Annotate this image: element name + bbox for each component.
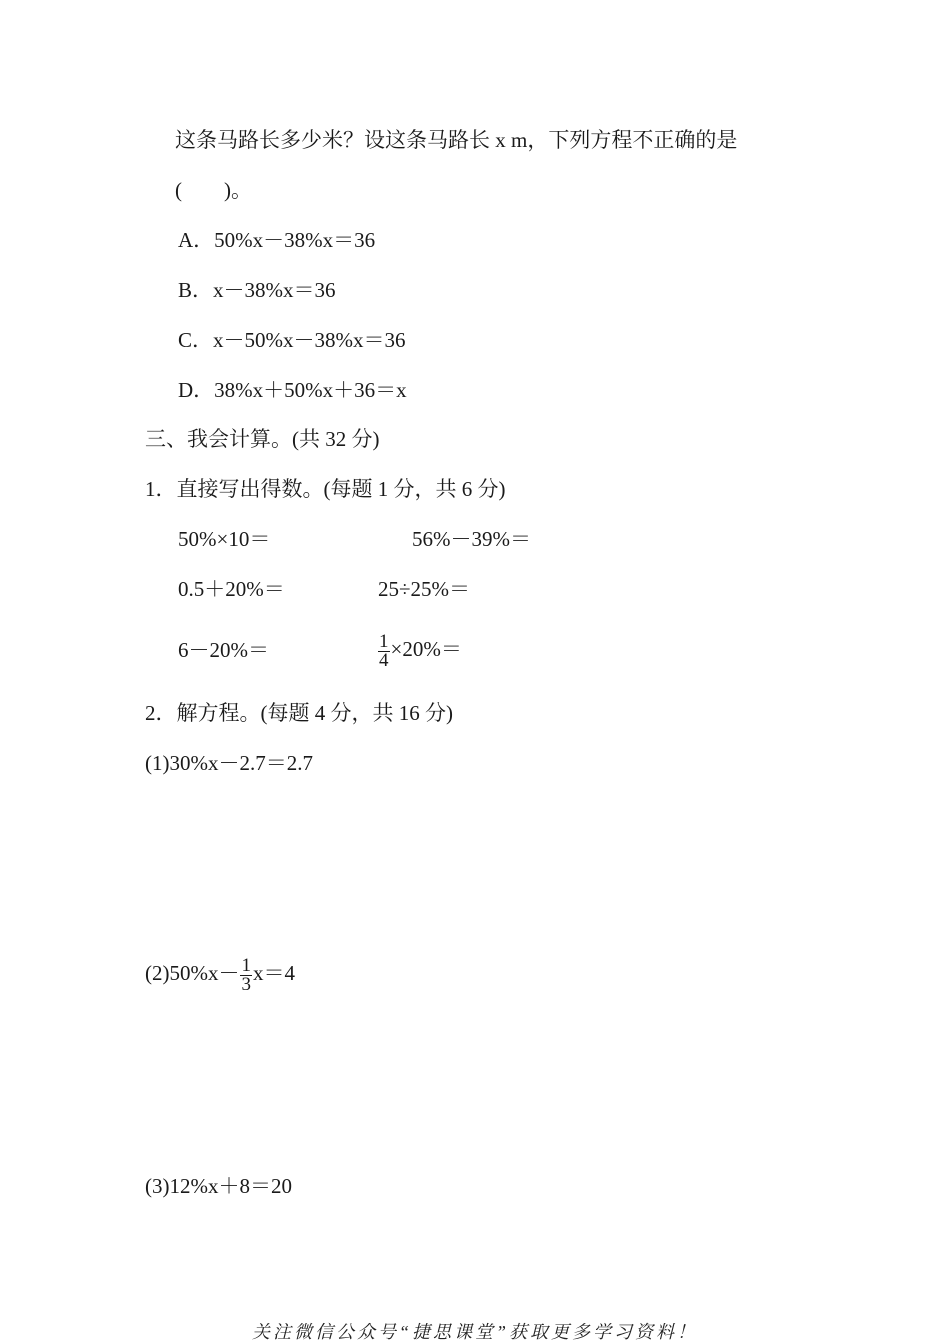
calc-rest: ×20%＝ [390,637,462,661]
calc-item: 56%－39%＝ [412,527,531,551]
calc-item: 50%×10＝ [178,527,271,551]
option-text: 38%x＋50%x＋36＝x [214,378,407,402]
calc-item: 25÷25%＝ [378,577,471,601]
option-label: D． [178,378,215,402]
question-stem-line2: ( )。 [175,178,252,202]
option-label: B． [178,278,214,302]
section-heading: 三、我会计算。(共 32 分) [145,427,380,451]
option-text: x－50%x－38%x＝36 [213,328,406,352]
fraction-numerator: 1 [241,954,251,976]
question-stem-line1: 这条马路长多少米？设这条马路长 x m，下列方程不正确的是 [175,128,738,152]
footer-note: 关注微信公众号“捷思课堂”获取更多学习资料！ [251,1322,699,1342]
calc-item: 0.5＋20%＝ [178,577,285,601]
equation-3: (3)12%x＋8＝20 [145,1174,292,1198]
equation-part: (2)50%x－ [145,961,240,985]
calc-item-fraction [377,626,462,672]
question-2-heading: 2．解方程。(每题 4 分，共 16 分) [145,701,453,725]
calc-item: 6－20%＝ [178,638,269,662]
fraction-denominator: 3 [241,973,251,995]
fraction [240,954,252,995]
option-a [178,226,375,254]
fraction-denominator: 4 [379,649,389,671]
option-c [178,326,406,354]
option-b [178,276,336,304]
option-label: C． [178,328,214,352]
equation-2 [145,950,295,996]
equation-part: x＝4 [252,961,295,985]
fraction-numerator: 1 [379,630,389,652]
option-text: 50%x－38%x＝36 [214,228,376,252]
option-text: x－38%x＝36 [213,278,336,302]
option-d [178,376,407,404]
question-1-heading: 1．直接写出得数。(每题 1 分，共 6 分) [145,477,506,501]
equation-1: (1)30%x－2.7＝2.7 [145,751,313,775]
option-label: A． [178,228,215,252]
fraction [378,630,390,671]
